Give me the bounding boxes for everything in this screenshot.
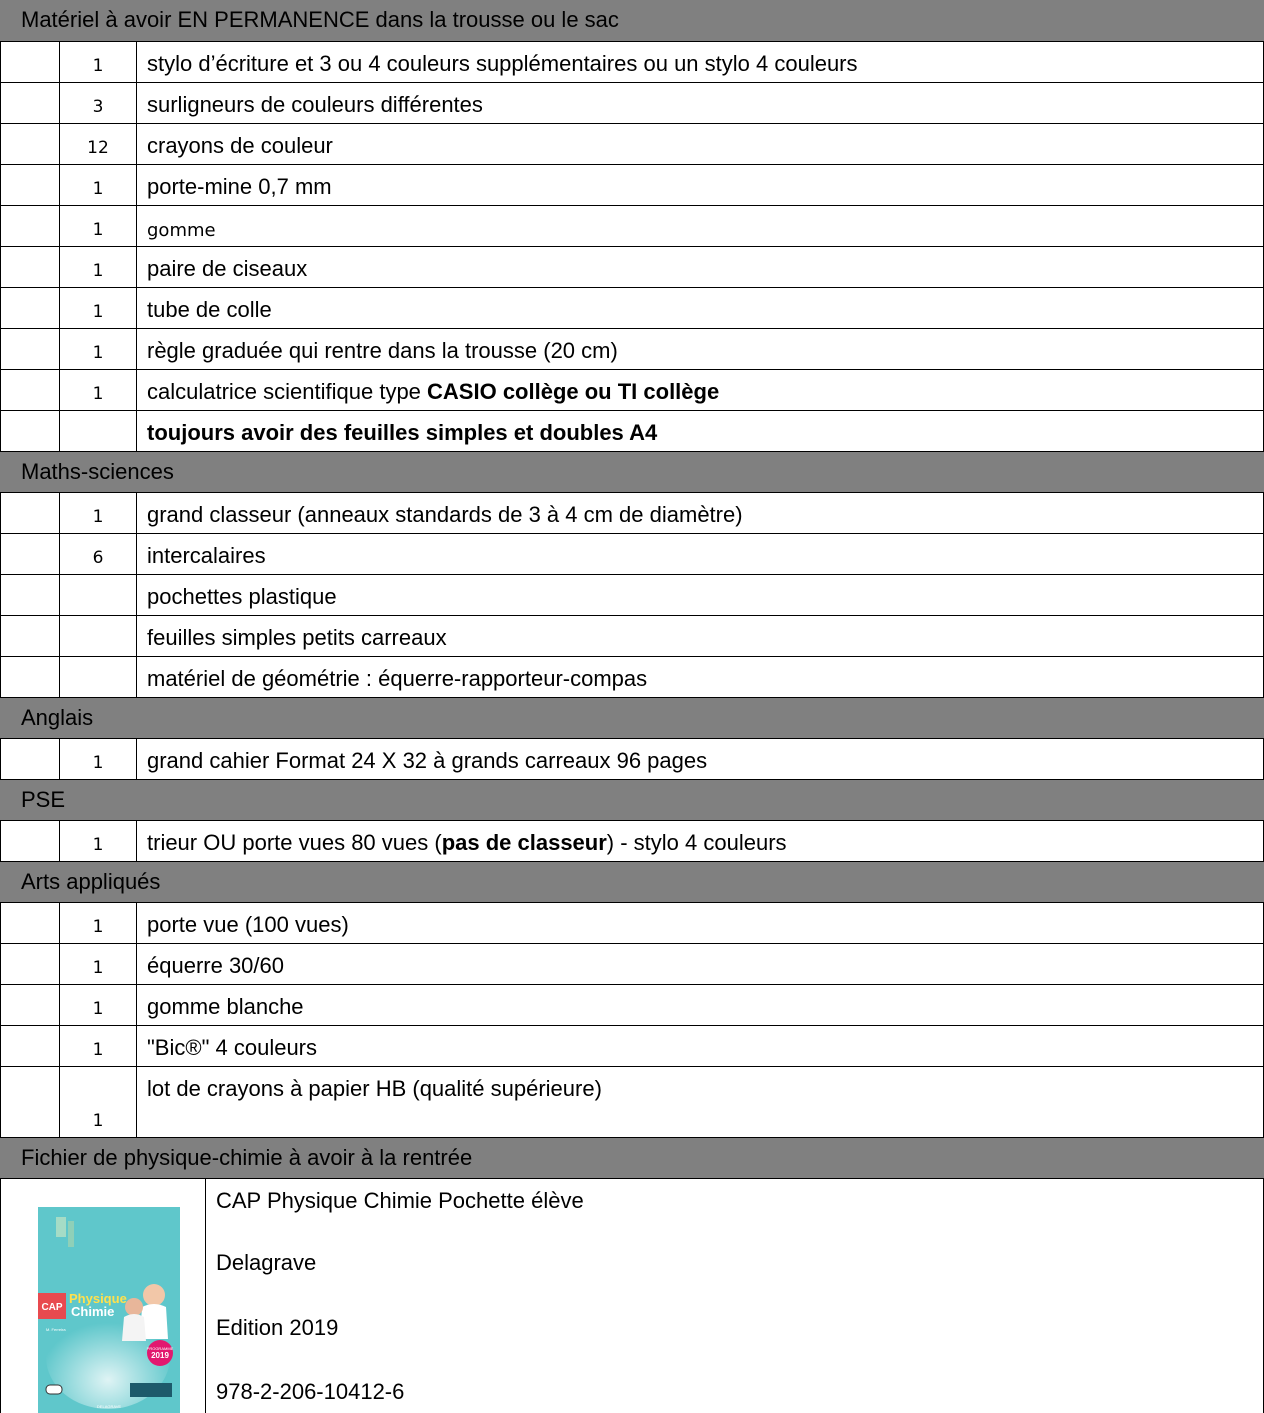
list-item bbox=[0, 615, 1264, 656]
book-publisher: Delagrave bbox=[216, 1250, 317, 1275]
item-description: règle graduée qui rentre dans la trousse (20 cm) bbox=[147, 338, 618, 363]
item-quantity: 1 bbox=[92, 56, 104, 76]
book-cover-image bbox=[38, 1207, 180, 1413]
item-quantity: 1 bbox=[92, 753, 104, 773]
cover-icon-right bbox=[130, 1383, 172, 1397]
item-quantity: 1 bbox=[92, 1111, 104, 1131]
cover-icon-left bbox=[46, 1385, 62, 1394]
item-description: intercalaires bbox=[147, 543, 266, 568]
list-item bbox=[0, 205, 1264, 246]
item-description: lot de crayons à papier HB (qualité supérieure) bbox=[147, 1076, 602, 1101]
cover-student-face bbox=[125, 1298, 143, 1316]
item-description bbox=[147, 379, 719, 404]
cover-sticker-year: 2019 bbox=[151, 1351, 169, 1360]
item-quantity: 1 bbox=[92, 958, 104, 978]
item-description: feuilles simples petits carreaux bbox=[147, 625, 447, 650]
item-quantity: 1 bbox=[92, 1040, 104, 1060]
cover-title-line2: Chimie bbox=[71, 1304, 115, 1319]
item-bold-text: pas de classeur bbox=[441, 830, 607, 855]
book-edition: Edition 2019 bbox=[216, 1315, 339, 1340]
section-header-fichier bbox=[0, 1137, 1264, 1178]
item-quantity: 1 bbox=[92, 917, 104, 937]
cover-student-body bbox=[122, 1314, 146, 1341]
section-header-arts-appliques bbox=[0, 861, 1264, 902]
cover-sticker-top: PROGRAMME bbox=[146, 1346, 174, 1351]
section-header-maths-sciences bbox=[0, 451, 1264, 492]
list-item bbox=[0, 984, 1264, 1025]
cover-publisher: DELAGRAVE bbox=[96, 1404, 122, 1409]
item-description: grand classeur (anneaux standards de 3 à 4 cm de diamètre) bbox=[147, 502, 743, 527]
list-item bbox=[0, 41, 1264, 82]
item-description: gomme bbox=[147, 220, 216, 241]
list-item bbox=[0, 82, 1264, 123]
list-item bbox=[0, 943, 1264, 984]
list-item bbox=[0, 656, 1264, 697]
item-description: gomme blanche bbox=[147, 994, 304, 1019]
book-row bbox=[0, 1178, 1264, 1413]
cover-author: M. Ferreira bbox=[46, 1327, 66, 1332]
list-item bbox=[0, 1066, 1264, 1137]
list-item bbox=[0, 902, 1264, 943]
section-title: Arts appliqués bbox=[21, 869, 161, 894]
item-description: porte vue (100 vues) bbox=[147, 912, 349, 937]
list-item bbox=[0, 287, 1264, 328]
item-description: matériel de géométrie : équerre-rapporteur-compas bbox=[147, 666, 648, 691]
cover-student-face bbox=[143, 1284, 165, 1306]
item-description: pochettes plastique bbox=[147, 584, 337, 609]
item-quantity: 1 bbox=[92, 999, 104, 1019]
item-description bbox=[147, 420, 657, 445]
list-item bbox=[0, 123, 1264, 164]
item-quantity: 1 bbox=[92, 835, 104, 855]
cover-flask-shape bbox=[56, 1217, 66, 1237]
item-quantity: 12 bbox=[87, 138, 109, 158]
section-title: Anglais bbox=[21, 705, 94, 730]
book-title: CAP Physique Chimie Pochette élève bbox=[216, 1188, 584, 1213]
item-description: porte-mine 0,7 mm bbox=[147, 174, 332, 199]
list-item bbox=[0, 246, 1264, 287]
list-item bbox=[0, 1025, 1264, 1066]
item-quantity: 1 bbox=[92, 302, 104, 322]
cover-badge-text: CAP bbox=[41, 1302, 63, 1313]
book-isbn: 978-2-206-10412-6 bbox=[216, 1379, 405, 1404]
item-quantity: 1 bbox=[92, 220, 104, 240]
item-text: trieur OU porte vues 80 vues ( bbox=[147, 830, 442, 855]
item-text: calculatrice scientifique type bbox=[147, 379, 428, 404]
list-item bbox=[0, 533, 1264, 574]
item-description: crayons de couleur bbox=[147, 133, 333, 158]
item-bold-text: toujours avoir des feuilles simples et doubles A4 bbox=[147, 420, 658, 445]
item-bold-text: CASIO collège ou TI collège bbox=[427, 379, 720, 404]
list-item bbox=[0, 738, 1264, 779]
list-item bbox=[0, 574, 1264, 615]
item-quantity: 3 bbox=[92, 97, 104, 117]
item-description: grand cahier Format 24 X 32 à grands carreaux 96 pages bbox=[147, 748, 708, 773]
item-description bbox=[147, 830, 787, 855]
item-description: tube de colle bbox=[147, 297, 272, 322]
item-quantity: 1 bbox=[92, 507, 104, 527]
section-title: Maths-sciences bbox=[21, 459, 174, 484]
item-quantity: 6 bbox=[92, 548, 104, 568]
list-item bbox=[0, 820, 1264, 861]
item-text: ) - stylo 4 couleurs bbox=[606, 830, 787, 855]
section-title: Matériel à avoir EN PERMANENCE dans la trousse ou le sac bbox=[21, 7, 619, 32]
item-quantity: 1 bbox=[92, 384, 104, 404]
item-quantity: 1 bbox=[92, 261, 104, 281]
item-description: équerre 30/60 bbox=[147, 953, 284, 978]
item-description: stylo d’écriture et 3 ou 4 couleurs supplémentaires ou un stylo 4 couleurs bbox=[147, 51, 858, 76]
list-item bbox=[0, 369, 1264, 410]
list-item bbox=[0, 328, 1264, 369]
cover-flask-shape bbox=[68, 1221, 74, 1247]
section-header-anglais bbox=[0, 697, 1264, 738]
list-item bbox=[0, 410, 1264, 451]
item-description: paire de ciseaux bbox=[147, 256, 308, 281]
list-item bbox=[0, 164, 1264, 205]
section-title: Fichier de physique-chimie à avoir à la rentrée bbox=[21, 1145, 473, 1170]
item-description: surligneurs de couleurs différentes bbox=[147, 92, 483, 117]
section-header-permanence bbox=[0, 0, 1264, 41]
cover-title-line1: Physique bbox=[69, 1291, 127, 1306]
item-quantity: 1 bbox=[92, 179, 104, 199]
item-quantity: 1 bbox=[92, 343, 104, 363]
list-item bbox=[0, 492, 1264, 533]
section-header-pse bbox=[0, 779, 1264, 820]
item-description: "Bic®" 4 couleurs bbox=[147, 1035, 318, 1060]
section-title: PSE bbox=[21, 787, 66, 812]
